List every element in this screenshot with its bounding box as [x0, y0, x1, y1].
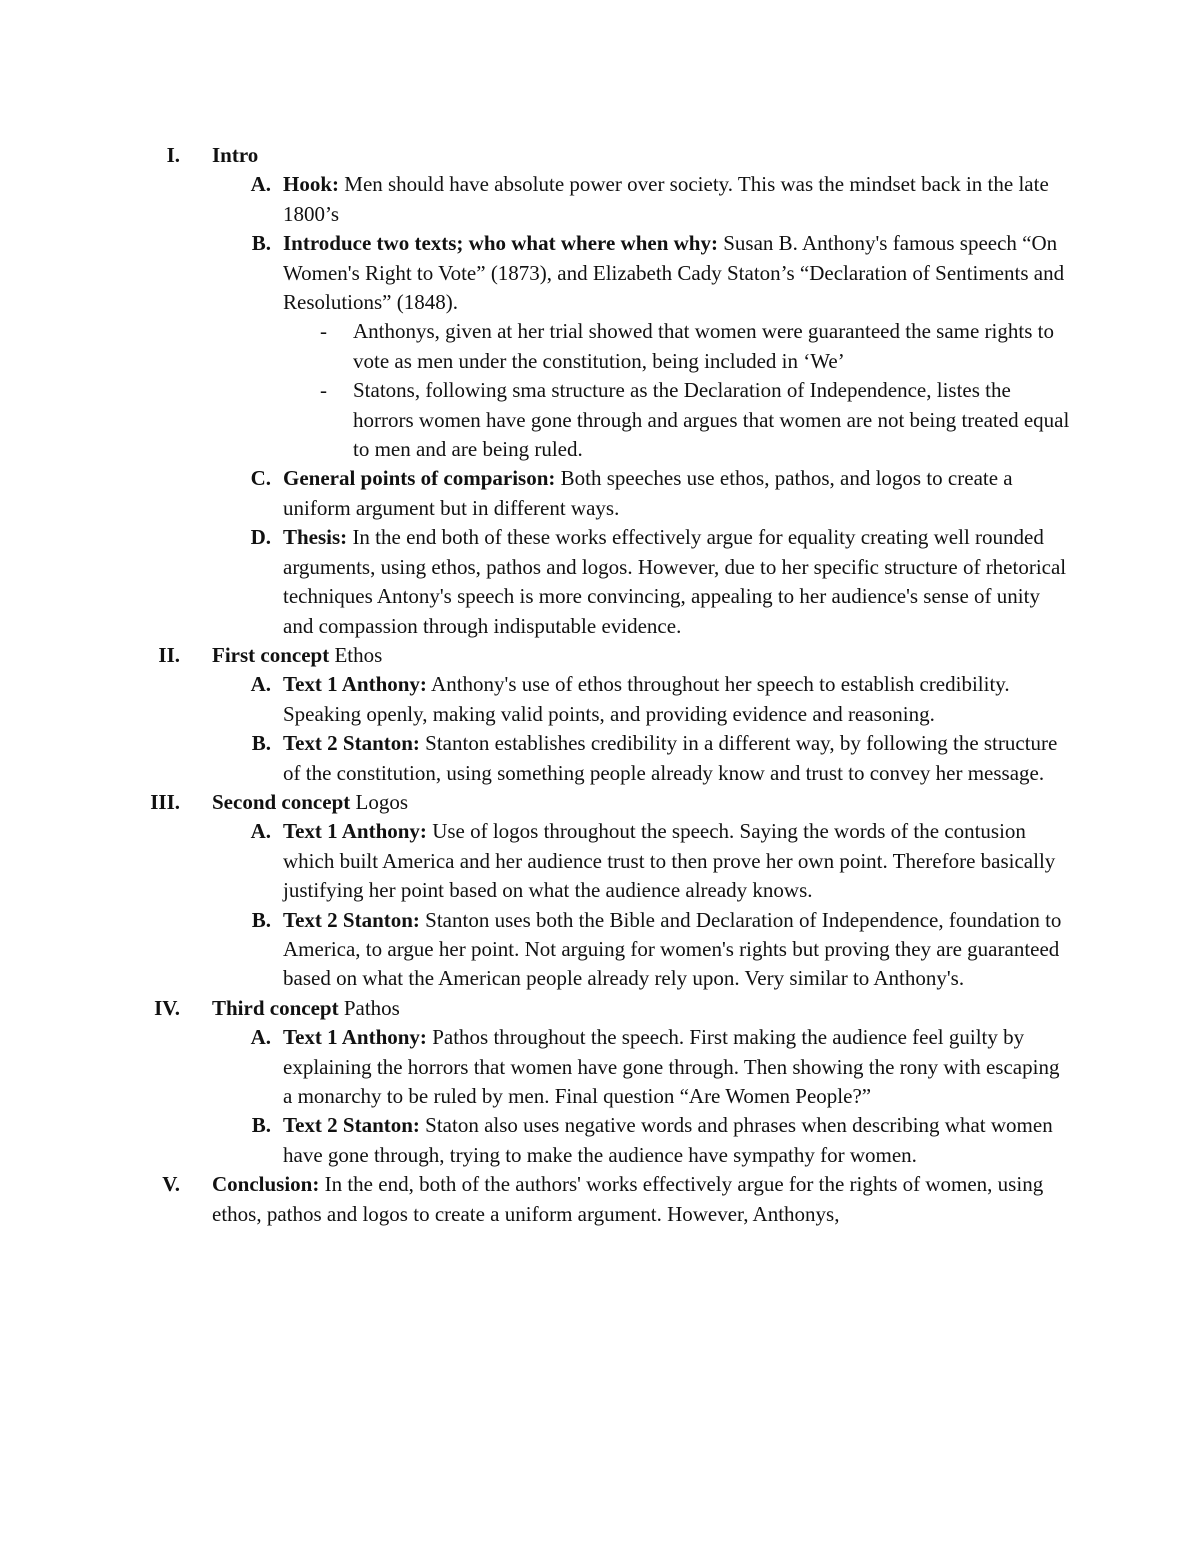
- outline-item-text: Stanton establishes credibility in a different way, by following the structure of the constitution, using something people already know and trust to convey her message.: [283, 731, 1058, 785]
- outline-section-label: First concept: [212, 642, 330, 667]
- outline-section-label: Intro: [212, 143, 259, 167]
- outline-bullet-text: Anthonys, given at her trial showed that women were guaranteed the same rights to vote as men under the constitution, being included in ‘We’: [353, 319, 1054, 373]
- outline-item-body: [283, 523, 1073, 641]
- outline-item: [0, 523, 1200, 641]
- outline-section: [0, 141, 1200, 170]
- outline-section-body: [212, 1170, 1072, 1229]
- outline: [0, 141, 1200, 1229]
- outline-section-body: [212, 788, 1072, 817]
- outline-bullet: [0, 317, 1200, 376]
- outline-bullet-marker: -: [320, 319, 327, 344]
- outline-section-label: Second concept: [212, 789, 351, 814]
- outline-section-text: Ethos: [329, 642, 383, 667]
- outline-item-body: [283, 170, 1073, 229]
- outline-item: [0, 464, 1200, 523]
- outline-item-text: Staton also uses negative words and phrases when describing what women have gone through, trying to make the audience have sympathy for women.: [283, 1113, 1053, 1167]
- outline-item-body: [283, 670, 1073, 729]
- outline-section-marker: I.: [166, 143, 180, 167]
- outline-item-marker: B.: [251, 731, 271, 756]
- outline-item: [0, 1023, 1200, 1111]
- outline-section: [0, 641, 1200, 670]
- outline-item-body: [283, 229, 1073, 317]
- outline-item-marker: B.: [251, 231, 271, 256]
- outline-item-label: Text 1 Anthony:: [283, 672, 427, 697]
- outline-section-body: [212, 641, 1072, 670]
- outline-item-label: Text 2 Stanton:: [283, 907, 420, 932]
- outline-item-label: Text 2 Stanton:: [283, 731, 420, 756]
- outline-item-text: Susan B. Anthony's famous speech “On Women's Right to Vote” (1873), and Elizabeth Cady Staton’s “Declaration of Sentiments and Resolutions” (1848).: [283, 231, 1065, 315]
- outline-item-marker: B.: [251, 907, 271, 932]
- outline-item: [0, 729, 1200, 788]
- outline-item: [0, 229, 1200, 317]
- outline-section-text: Pathos: [338, 995, 400, 1020]
- outline-bullet-marker: -: [320, 378, 327, 403]
- outline-section-label: Third concept: [212, 995, 339, 1020]
- outline-section-body: [212, 994, 1072, 1023]
- outline-item-label: Hook:: [283, 172, 340, 197]
- outline-item-text: Men should have absolute power over society. This was the mindset back in the late 1800’s: [283, 172, 1049, 226]
- outline-item-marker: B.: [251, 1113, 271, 1138]
- outline-bullet-body: [353, 376, 1073, 464]
- outline-item-label: General points of comparison:: [283, 466, 556, 491]
- outline-item-body: [283, 906, 1073, 994]
- outline-item-text: Anthony's use of ethos throughout her speech to establish credibility. Speaking openly, making valid points, and providing evidence and reasoning.: [283, 672, 1010, 726]
- outline-section-marker: V.: [162, 1172, 180, 1197]
- outline-section-body: [212, 141, 1072, 170]
- outline-item-label: Text 1 Anthony:: [283, 819, 427, 844]
- outline-section-text: In the end, both of the authors' works effectively argue for the rights of women, using ethos, pathos and logos to create a uniform argument. However, Anthonys,: [212, 1172, 1044, 1226]
- outline-section-text: Logos: [350, 789, 408, 814]
- outline-item-label: Text 1 Anthony:: [283, 1025, 427, 1050]
- outline-bullet: [0, 376, 1200, 464]
- outline-section: [0, 994, 1200, 1023]
- outline-item-text: Use of logos throughout the speech. Saying the words of the contusion which built America and her audience trust to then prove her own point. Therefore basically justifying her point based on what the audience already knows.: [283, 819, 1056, 903]
- outline-item-text: In the end both of these works effectively argue for equality creating well rounded arguments, using ethos, pathos and logos. However, due to her specific structure of rhetorical techniques Antony's speech is more convincing, appealing to her audience's sense of unity and compassion through indisputable evidence.: [283, 525, 1067, 638]
- outline-item-marker: A.: [250, 172, 271, 197]
- outline-section-label: Conclusion:: [212, 1172, 320, 1197]
- outline-item-text: Stanton uses both the Bible and Declaration of Independence, foundation to America, to argue her point. Not arguing for women's rights but proving they are guaranteed based on what the American people already rely upon. Very similar to Anthony's.: [283, 907, 1062, 991]
- outline-item-body: [283, 1023, 1073, 1111]
- outline-item-marker: D.: [250, 525, 271, 550]
- outline-bullet-body: [353, 317, 1073, 376]
- outline-item-marker: A.: [250, 819, 271, 844]
- outline-item-body: [283, 729, 1073, 788]
- outline-item-marker: A.: [250, 672, 271, 697]
- outline-item: [0, 170, 1200, 229]
- outline-section: [0, 788, 1200, 817]
- outline-item-text: Pathos throughout the speech. First making the audience feel guilty by explaining the horrors that women have gone through. Then showing the rony with escaping a monarchy to be ruled by men. Final question “Are Women People?”: [283, 1025, 1060, 1108]
- outline-item-body: [283, 464, 1073, 523]
- outline-item-label: Thesis:: [283, 525, 348, 550]
- outline-section-marker: IV.: [154, 995, 180, 1020]
- outline-item-marker: A.: [250, 1025, 271, 1050]
- outline-item-marker: C.: [250, 466, 271, 491]
- outline-item: [0, 817, 1200, 905]
- outline-item: [0, 670, 1200, 729]
- outline-item: [0, 906, 1200, 994]
- outline-item-label: Text 2 Stanton:: [283, 1113, 420, 1138]
- outline-item-label: Introduce two texts; who what where when why:: [283, 231, 718, 256]
- outline-section-marker: II.: [158, 642, 180, 667]
- outline-item: [0, 1111, 1200, 1170]
- outline-section: [0, 1170, 1200, 1229]
- outline-bullet-text: Statons, following sma structure as the Declaration of Independence, listes the horrors women have gone through and argues that women are not being treated equal to men and are being ruled.: [353, 378, 1070, 462]
- outline-section-marker: III.: [150, 789, 180, 814]
- outline-item-body: [283, 1111, 1073, 1170]
- outline-item-body: [283, 817, 1073, 905]
- outline-item-text: Both speeches use ethos, pathos, and logos to create a uniform argument but in different ways.: [283, 466, 1013, 520]
